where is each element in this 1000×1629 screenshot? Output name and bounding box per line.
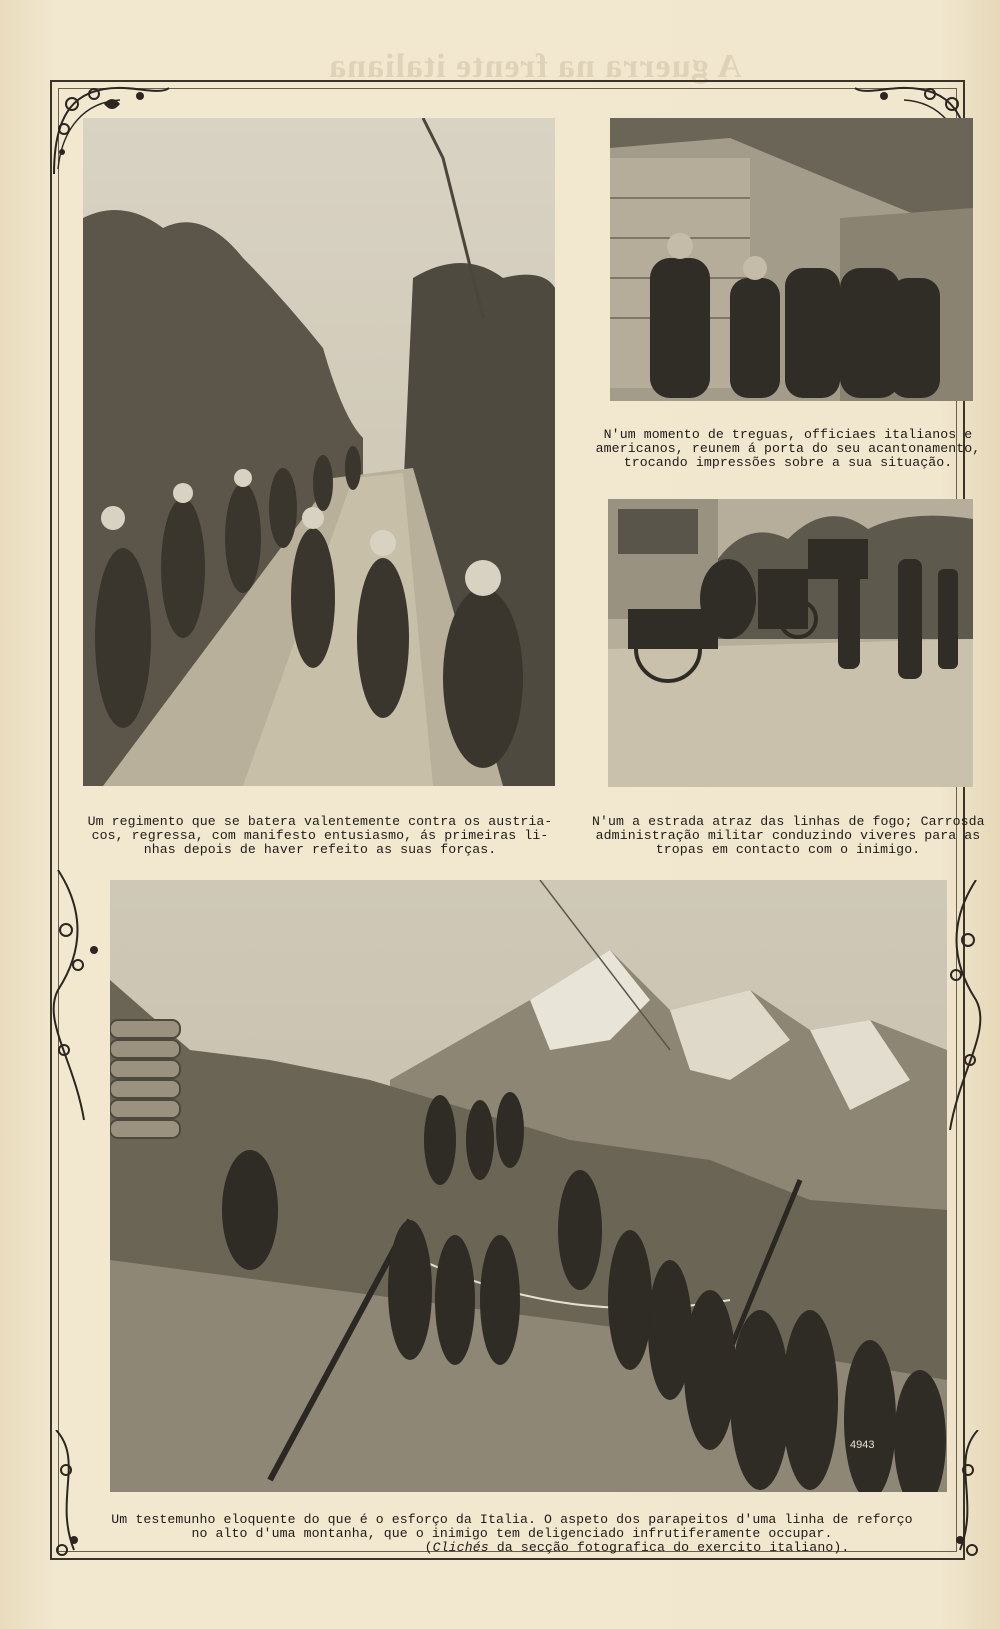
photo-supply-carts-road	[608, 499, 973, 787]
photo-plate-number: 4943	[850, 1439, 875, 1451]
caption-road	[592, 815, 984, 857]
caption-officers-line-3: trocando impressões sobre a sua situação.	[623, 455, 953, 470]
caption-mountain-line-2: no alto d'uma montanha, que o inimigo tem deligenciado infrutiferamente occupar.	[191, 1526, 833, 1541]
caption-officers-line-2: americanos, reunem á porta do seu acantonamento,	[595, 441, 981, 456]
photo-mountain-parapets	[110, 880, 947, 1492]
photo-regiment-marching	[83, 118, 555, 786]
caption-regiment-line-1: Um regimento que se batera valentemente contra os austria-	[87, 814, 553, 829]
caption-road-line-2: administração militar conduzindo viveres para as	[595, 828, 981, 843]
caption-mountain-line-1: Um testemunho eloquente do que é o esforço da Italia. O aspeto dos parapeitos d'uma linha de reforço	[111, 1512, 913, 1527]
credit-rest: da secção fotografica do exercito italiano).	[488, 1540, 850, 1555]
caption-road-line-3: tropas em contacto com o inimigo.	[655, 842, 921, 857]
caption-regiment	[80, 815, 560, 857]
caption-mountain	[56, 1513, 968, 1555]
bleed-through-title: A guerra na frente italiana	[328, 48, 742, 85]
caption-road-line-1: N'um a estrada atraz das linhas de fogo; Carrosda	[592, 814, 985, 829]
photo-officers-at-quarters	[610, 118, 973, 401]
caption-mountain-credit	[56, 1541, 968, 1555]
left-side-ornament-icon	[44, 870, 114, 1130]
credit-cliches: Clichés	[432, 1540, 489, 1555]
caption-regiment-line-2: cos, regressa, com manifesto entusiasmo, ás primeiras li-	[91, 828, 549, 843]
caption-officers-line-1: N'um momento de treguas, officiaes italianos e	[603, 427, 973, 442]
caption-officers	[592, 428, 984, 470]
credit-open-paren: (	[424, 1540, 433, 1555]
caption-regiment-line-3: nhas depois de haver refeito as suas forças.	[143, 842, 497, 857]
